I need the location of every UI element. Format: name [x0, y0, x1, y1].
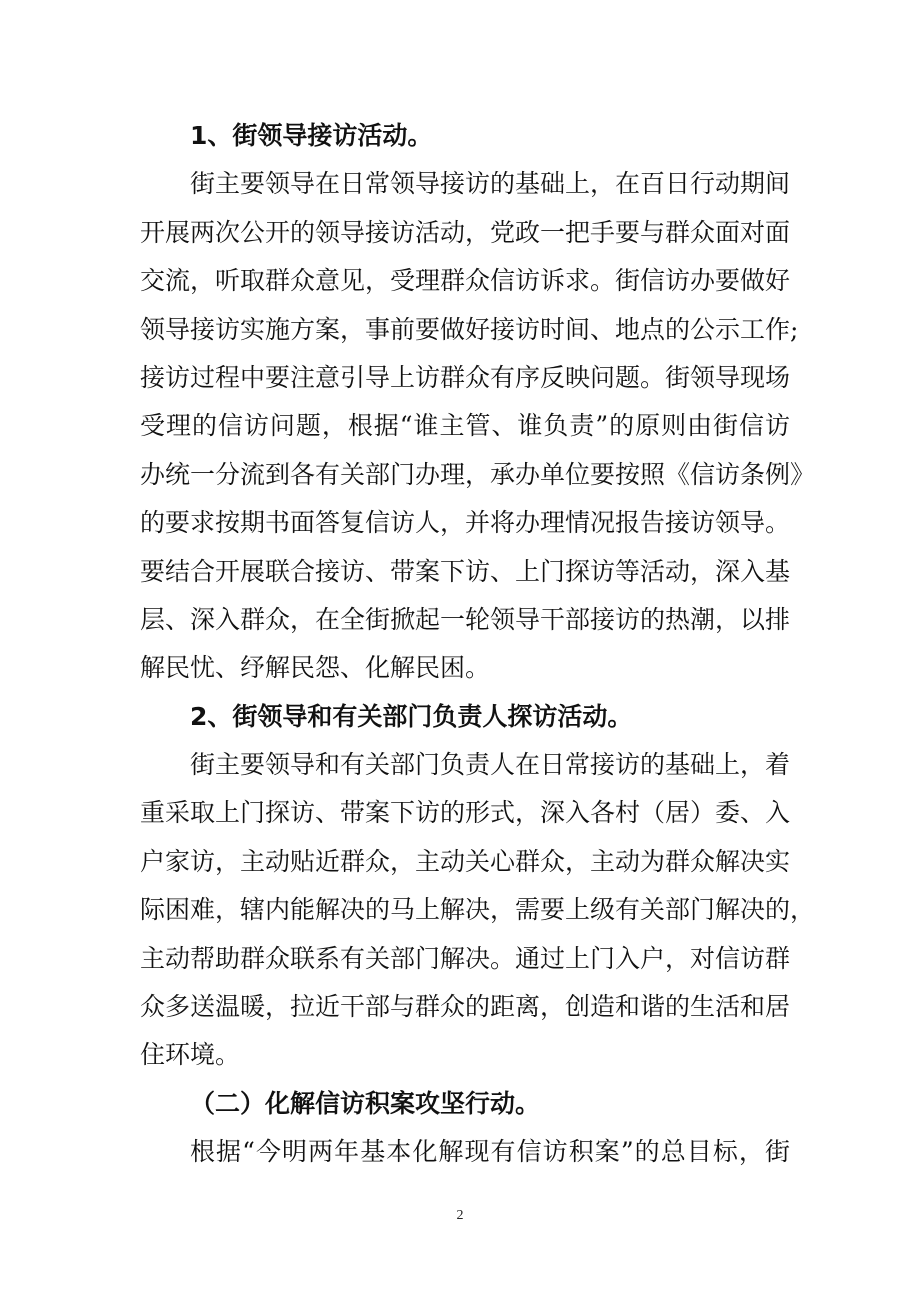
paragraph-line: 际困难，辖内能解决的马上解决，需要上级有关部门解决的， — [140, 895, 816, 925]
paragraph-line: 要结合开展联合接访、带案下访、上门探访等活动，深入基 — [140, 556, 791, 586]
paragraph-line: 重采取上门探访、带案下访的形式，深入各村（居）委、入 — [140, 798, 791, 828]
paragraph-line: 领导接访实施方案，事前要做好接访时间、地点的公示工作; — [140, 314, 799, 344]
paragraph-line: 住环境。 — [140, 1040, 241, 1070]
paragraph-line: 众多送温暖，拉近干部与群众的距离，创造和谐的生活和居 — [140, 992, 791, 1022]
section-heading-3: （二）化解信访积案攻坚行动。 — [190, 1088, 541, 1118]
paragraph-line: 受理的信访问题，根据“谁主管、谁负责”的原则由街信访 — [140, 411, 790, 441]
paragraph-line: 交流，听取群众意见，受理群众信访诉求。街信访办要做好 — [140, 266, 791, 296]
section-heading-1: 1、街领导接访活动。 — [190, 121, 433, 150]
paragraph-line: 户家访，主动贴近群众，主动关心群众，主动为群众解决实 — [140, 846, 791, 876]
paragraph-line: 根据“今明两年基本化解现有信访积案”的总目标，街 — [190, 1137, 790, 1167]
paragraph-line: 的要求按期书面答复信访人，并将办理情况报告接访领导。 — [140, 508, 791, 538]
paragraph-line: 开展两次公开的领导接访活动，党政一把手要与群众面对面 — [140, 217, 791, 247]
paragraph-line: 接访过程中要注意引导上访群众有序反映问题。街领导现场 — [140, 362, 791, 392]
paragraph-line: 解民忧、纾解民怨、化解民困。 — [140, 653, 491, 683]
paragraph-line: 主动帮助群众联系有关部门解决。通过上门入户，对信访群 — [140, 943, 791, 973]
page-number: 2 — [456, 1208, 464, 1223]
document-body — [140, 112, 816, 1177]
paragraph-line: 层、深入群众，在全街掀起一轮领导干部接访的热潮，以排 — [140, 604, 791, 634]
paragraph-line: 街主要领导和有关部门负责人在日常接访的基础上，着 — [190, 750, 791, 780]
section-heading-2: 2、街领导和有关部门负责人探访活动。 — [190, 701, 633, 731]
paragraph-line: 办统一分流到各有关部门办理，承办单位要按照《信访条例》 — [140, 459, 816, 489]
paragraph-line: 街主要领导在日常领导接访的基础上，在百日行动期间 — [190, 169, 791, 199]
